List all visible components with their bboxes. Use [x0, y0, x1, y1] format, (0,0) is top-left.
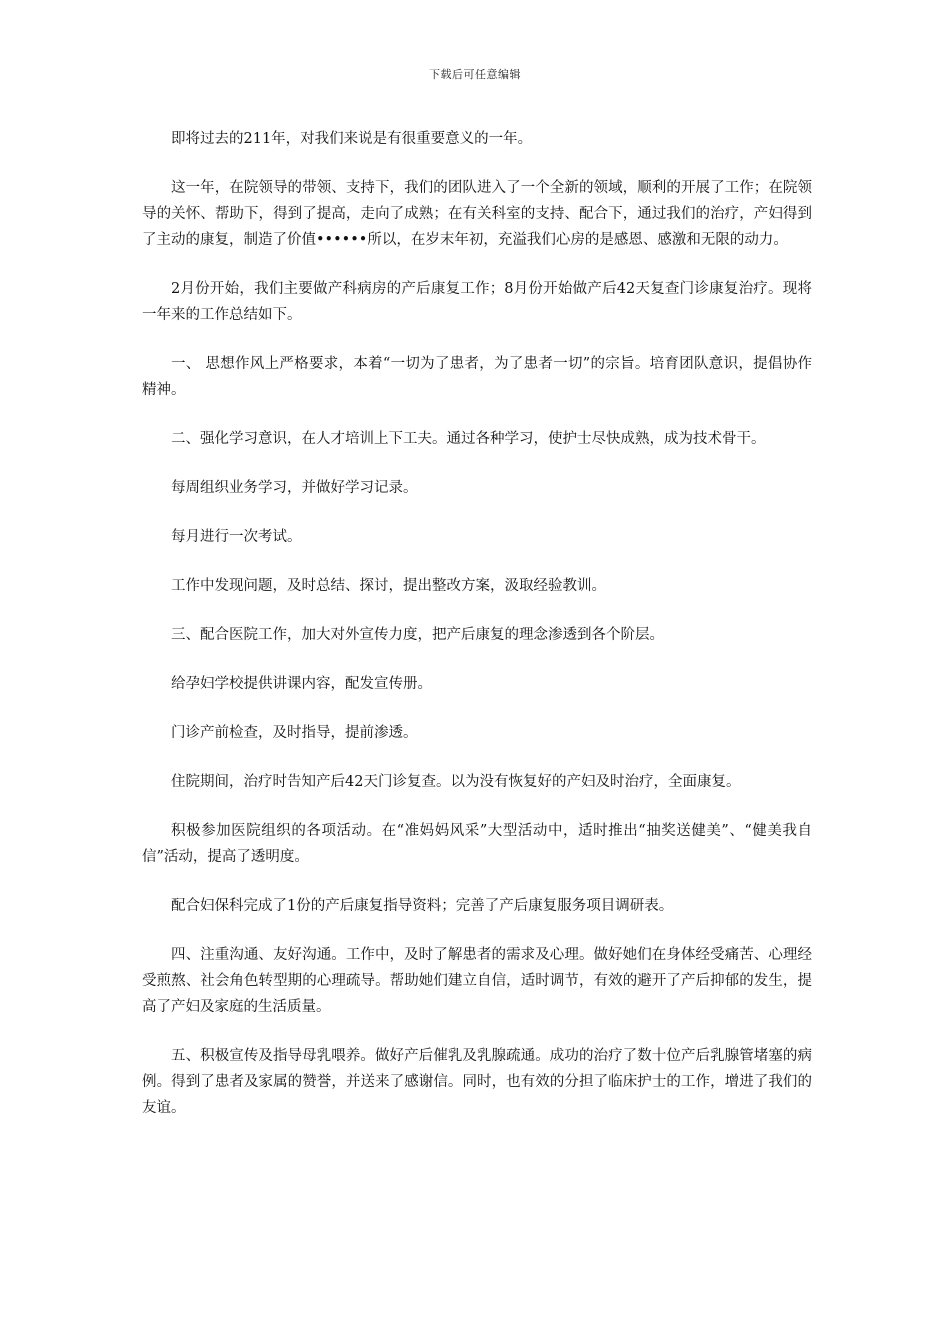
paragraph-section-1: 一、 思想作风上严格要求，本着“一切为了患者，为了患者一切”的宗旨。培育团队意识，提倡协作精神。: [142, 356, 812, 398]
page-header: 下载后可任意编辑: [429, 68, 521, 81]
paragraph-guidance-materials: 配合妇保科完成了1份的产后康复指导资料；完善了产后康复服务项目调研表。: [171, 898, 674, 914]
paragraph-work-start: 2月份开始，我们主要做产科病房的产后康复工作；8月份开始做产后42天复查门诊康复治疗。现将一年来的工作总结如下。: [142, 281, 812, 323]
paragraph-intro: 即将过去的211年，对我们来说是有很重要意义的一年。: [171, 131, 533, 147]
paragraph-section-5: 五、积极宣传及指导母乳喂养。做好产后催乳及乳腺疏通。成功的治疗了数十位产后乳腺管堵塞的病例。得到了患者及家属的赞誉，并送来了感谢信。同时，也有效的分担了临床护士的工作，增进了我们的友谊。: [142, 1048, 812, 1116]
paragraph-weekly-study: 每周组织业务学习，并做好学习记录。: [171, 480, 418, 496]
paragraph-monthly-exam: 每月进行一次考试。: [171, 529, 302, 545]
paragraph-activities: 积极参加医院组织的各项活动。在“准妈妈风采”大型活动中，适时推出“抽奖送健美”、“健美我自信”活动，提高了透明度。: [142, 823, 812, 865]
paragraph-hospital-followup: 住院期间，治疗时告知产后42天门诊复查。以为没有恢复好的产妇及时治疗，全面康复。: [171, 774, 741, 790]
paragraph-problem-solving: 工作中发现问题，及时总结、探讨，提出整改方案，汲取经验教训。: [171, 578, 606, 594]
paragraph-section-3: 三、配合医院工作，加大对外宣传力度，把产后康复的理念渗透到各个阶层。: [171, 627, 664, 643]
paragraph-section-4: 四、注重沟通、友好沟通。工作中，及时了解患者的需求及心理。做好她们在身体经受痛苦、心理经受煎熬、社会角色转型期的心理疏导。帮助她们建立自信，适时调节，有效的避开了产后抑郁的发生，提高了产妇及家庭的生活质量。: [142, 947, 812, 1015]
paragraph-section-2: 二、强化学习意识，在人才培训上下工夫。通过各种学习，使护士尽快成熟，成为技术骨干。: [171, 431, 766, 447]
document-body: [142, 126, 812, 1144]
paragraph-outpatient-guidance: 门诊产前检查，及时指导，提前渗透。: [171, 725, 418, 741]
paragraph-year-review: 这一年，在院领导的带领、支持下，我们的团队进入了一个全新的领域，顺利的开展了工作；在院领导的关怀、帮助下，得到了提高，走向了成熟；在有关科室的支持、配合下，通过我们的治疗，产妇得到了主动的康复，制造了价值••••••所以，在岁末年初，充溢我们心房的是感恩、感激和无限的动力。: [142, 180, 812, 248]
paragraph-school-materials: 给孕妇学校提供讲课内容，配发宣传册。: [171, 676, 432, 692]
